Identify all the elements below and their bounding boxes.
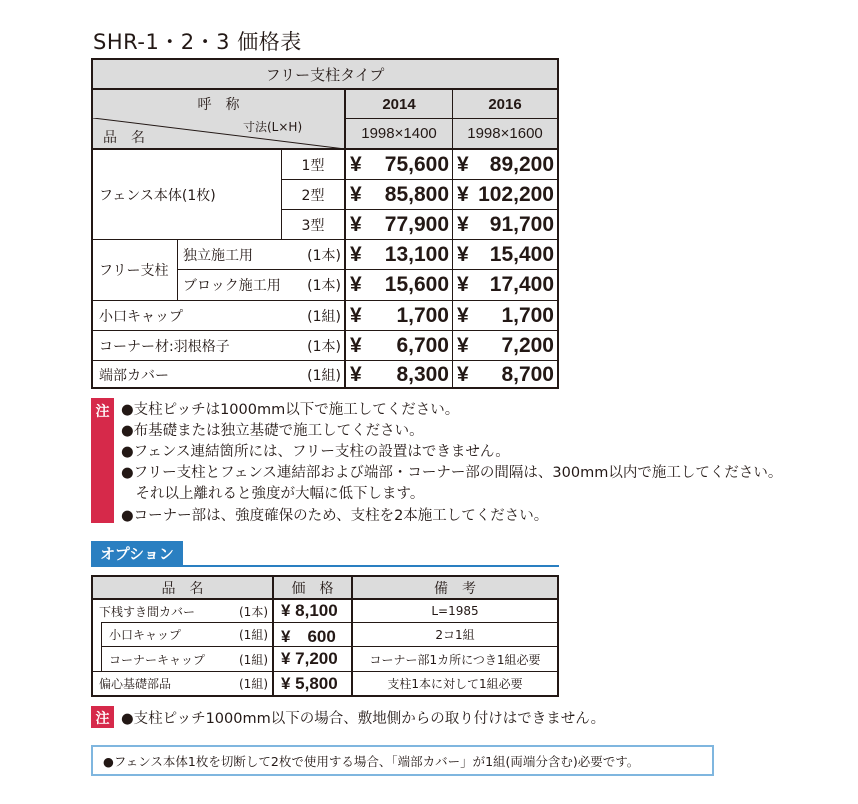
price-cell: ¥ 8,300 [350,363,449,386]
note-line: ●支柱ピッチは1000mm以下で施工してください。 [121,402,460,418]
option-price: ¥ 8,100 [281,601,338,620]
note-line: ●フェンス連結箇所には、フリー支柱の設置はできません。 [121,444,510,460]
option-remark: コーナー部1カ所につき1組必要 [369,652,541,667]
option-unit: (1本) [239,604,268,619]
option-price: ¥ 7,200 [281,649,338,668]
option-divider [91,565,559,567]
fence-type-2: 2型 [301,187,325,204]
note-line: それ以上離れると強度が大幅に低下します。 [121,486,425,502]
info-box [91,745,714,776]
price-table [91,58,559,389]
price-cell: ¥ 8,700 [457,363,554,386]
option-remark: 支柱1本に対して1組必要 [387,677,523,691]
post-row-unit: (1本) [307,278,341,294]
item-label: 品 名 [103,130,145,146]
column-size-1: 1998×1400 [361,125,437,142]
option-remark: 2コ1組 [435,628,475,642]
price-cell: ¥ 75,600 [350,152,449,176]
price-cell: ¥ 15,400 [457,242,554,266]
option-header-price: 価 格 [291,580,334,597]
column-code-1: 2014 [382,95,416,113]
fence-type-1: 1型 [301,157,325,174]
item-unit: (1本) [307,338,341,355]
price-cell: ¥ 102,200 [457,182,554,206]
option-unit: (1組) [239,677,268,691]
column-code-2: 2016 [488,95,522,113]
note-badge: 注 [91,706,114,728]
fence-type-3: 3型 [301,217,325,234]
column-size-2: 1998×1600 [467,125,543,142]
note-line: ●支柱ピッチ1000mm以下の場合、敷地側からの取り付けはできません。 [121,711,606,727]
item-name: 小口キャップ [99,308,183,325]
price-cell: ¥ 91,700 [457,212,554,236]
price-cell: ¥ 13,100 [350,242,449,266]
post-group-label: フリー支柱 [99,263,169,279]
post-row-name: ブロック施工用 [183,278,281,294]
option-name: 小口キャップ [109,628,182,642]
item-name: コーナー材:羽根格子 [99,338,230,355]
type-header: フリー支柱タイプ [265,66,385,84]
item-unit: (1組) [307,368,341,384]
note-line: ●フリー支柱とフェンス連結部および端部・コーナー部の間隔は、300mm以内で施工してください。 [121,465,783,481]
option-name: 偏心基礎部品 [99,677,172,691]
option-table [91,575,559,697]
option-name: 下桟すき間カバー [99,604,196,619]
price-cell: ¥ 6,700 [350,333,449,357]
post-row-unit: (1本) [307,247,341,264]
item-name: 端部カバー [99,368,169,384]
price-cell: ¥ 7,200 [457,333,554,357]
note-badge: 注 [91,398,114,523]
post-row-name: 独立施工用 [183,247,253,264]
option-price: ¥ 5,800 [281,673,338,693]
option-header-name: 品 名 [161,580,204,597]
option-tab: オプション [91,541,183,565]
option-price: ¥ 600 [281,627,336,646]
info-text: ●フェンス本体1枚を切断して2枚で使用する場合、「端部カバー」が1組(両端分含む)必要です。 [103,753,640,769]
price-cell: ¥ 85,800 [350,182,449,206]
option-name: コーナーキャップ [109,652,206,667]
dimension-label: 寸法(L×H) [243,119,303,134]
price-cell: ¥ 17,400 [457,273,554,296]
price-cell: ¥ 15,600 [350,273,449,296]
option-header-remarks: 備 考 [434,580,476,597]
option-unit: (1組) [239,652,268,667]
fence-group-label: フェンス本体(1枚) [99,187,216,204]
page-title: SHR-1・2・3 価格表 [93,30,302,54]
price-cell: ¥ 77,900 [350,212,449,236]
note-line: ●布基礎または独立基礎で施工してください。 [121,423,424,439]
naming-label: 呼 称 [197,97,240,113]
price-cell: ¥ 89,200 [457,152,554,176]
price-cell: ¥ 1,700 [457,303,554,327]
option-remark: L=1985 [431,604,479,618]
note-line: ●コーナー部は、強度確保のため、支柱を2本施工してください。 [121,508,549,524]
option-unit: (1組) [239,628,268,642]
price-cell: ¥ 1,700 [350,303,449,327]
item-unit: (1組) [307,308,341,325]
